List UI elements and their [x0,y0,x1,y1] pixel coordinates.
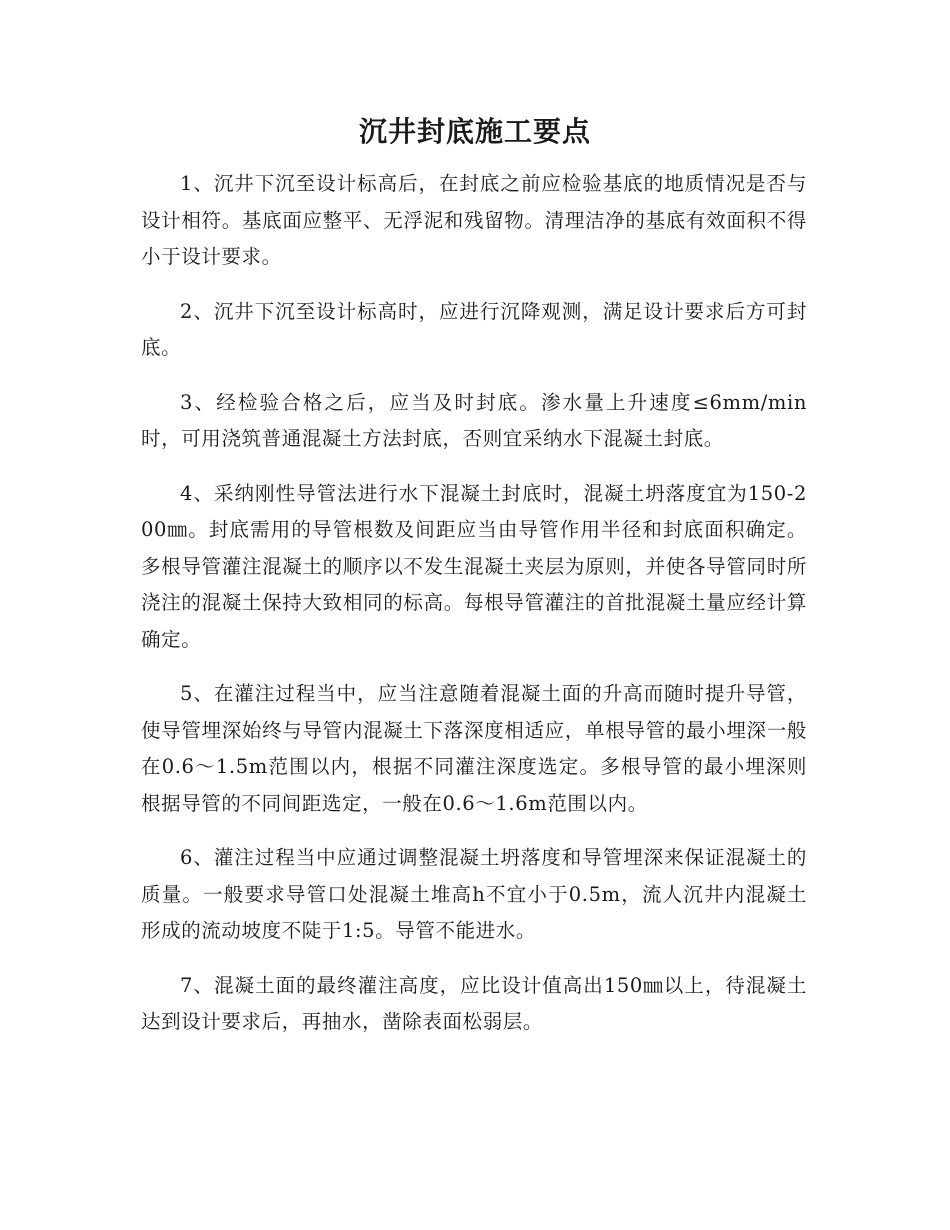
paragraph-5: 5、在灌注过程当中，应当注意随着混凝土面的升高而随时提升导管，使导管埋深始终与导管内混凝土下落深度相适应，单根导管的最小埋深一般在0.6～1.5m范围以内，根据不同灌注深度选定。多根导管的最小埋深则根据导管的不同间距选定，一般在0.6～1.6m范围以内。 [141,682,807,815]
paragraph-2: 2、沉井下沉至设计标高时，应进行沉降观测，满足设计要求后方可封底。 [141,299,807,359]
paragraph-1: 1、沉井下沉至设计标高后，在封底之前应检验基底的地质情况是否与设计相符。基底面应整平、无浮泥和残留物。清理洁净的基底有效面积不得小于设计要求。 [141,172,807,268]
paragraph-7: 7、混凝土面的最终灌注高度，应比设计值高出150㎜以上，待混凝土达到设计要求后，再抽水，凿除表面松弱层。 [141,973,807,1033]
paragraph-6: 6、灌注过程当中应通过调整混凝土坍落度和导管埋深来保证混凝土的质量。一般要求导管口处混凝土堆高h不宜小于0.5m，流人沉井内混凝土形成的流动坡度不陡于1:5。导管不能进水。 [141,846,807,942]
document-body [141,166,807,1059]
paragraph-4: 4、采纳刚性导管法进行水下混凝土封底时，混凝土坍落度宜为150-200㎜。封底需用的导管根数及间距应当由导管作用半径和封底面积确定。多根导管灌注混凝土的顺序以不发生混凝土夹层为原则，并使各导管同时所浇注的混凝土保持大致相同的标高。每根导管灌注的首批混凝土量应经计算确定。 [141,481,807,651]
page-title: 沉井封底施工要点 [358,115,591,148]
paragraph-3: 3、经检验合格之后，应当及时封底。渗水量上升速度≤6mm/min时，可用浇筑普通混凝土方法封底，否则宜采纳水下混凝土封底。 [141,390,807,450]
